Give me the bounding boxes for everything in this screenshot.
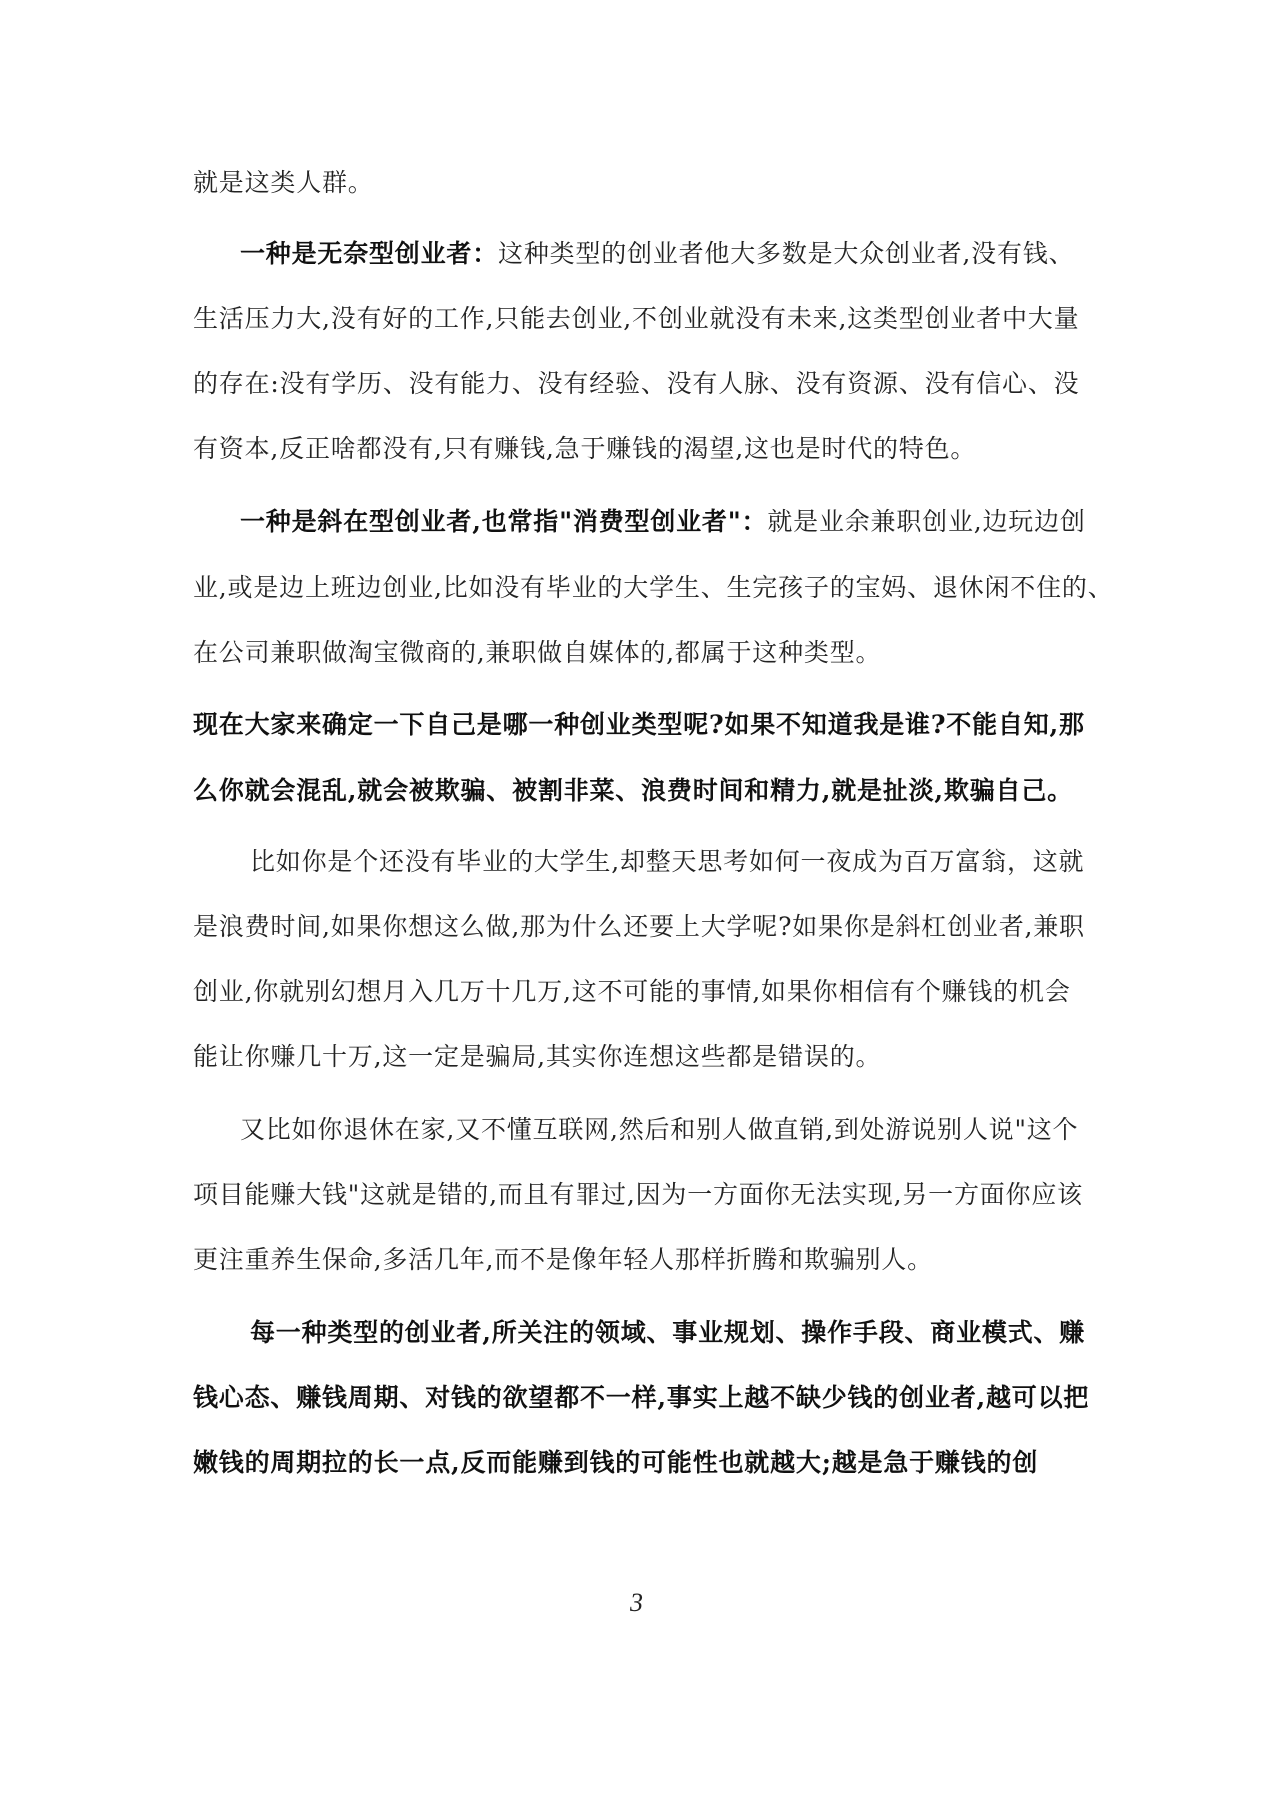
text-line: 在公司兼职做淘宝微商的,兼职做自媒体的,都属于这种类型。 (193, 638, 882, 667)
text-line (240, 507, 1086, 537)
paragraph-text: 这种类型的创业者他大多数是大众创业者,没有钱、 (498, 239, 1075, 268)
text-line: 业,或是边上班边创业,比如没有毕业的大学生、生完孩子的宝妈、退休闲不住的、 (193, 573, 1114, 602)
paragraph-lead: 一种是斜在型创业者,也常指"消费型创业者"： (240, 507, 768, 536)
text-line: 比如你是个还没有毕业的大学生,却整天思考如何一夜成为百万富翁，这就 (250, 847, 1085, 876)
text-line: 就是这类人群。 (193, 168, 374, 197)
text-line: 更注重养生保命,多活几年,而不是像年轻人那样折腾和欺骗别人。 (193, 1245, 933, 1274)
text-line: 钱心态、赚钱周期、对钱的欲望都不一样,事实上越不缺少钱的创业者,越可以把 (193, 1383, 1090, 1412)
text-line: 有资本,反正啥都没有,只有赚钱,急于赚钱的渴望,这也是时代的特色。 (193, 434, 977, 463)
text-line: 的存在:没有学历、没有能力、没有经验、没有人脉、没有资源、没有信心、没 (193, 369, 1080, 398)
page-number: 3 (630, 1588, 643, 1617)
text-line: 能让你赚几十万,这一定是骗局,其实你连想这些都是错误的。 (193, 1042, 882, 1071)
text-line: 么你就会混乱,就会被欺骗、被割非菜、浪费时间和精力,就是扯淡,欺骗自己。 (193, 776, 1073, 805)
text-line: 又比如你退休在家,又不懂互联网,然后和别人做直销,到处游说别人说"这个 (240, 1115, 1079, 1144)
text-line: 现在大家来确定一下自己是哪一种创业类型呢?如果不知道我是谁?不能自知,那 (193, 710, 1085, 739)
text-line (240, 239, 1074, 269)
text-line: 创业,你就别幻想月入几万十几万,这不可能的事情,如果你相信有个赚钱的机会 (193, 977, 1071, 1006)
text-line: 项目能赚大钱"这就是错的,而且有罪过,因为一方面你无法实现,另一方面你应该 (193, 1180, 1083, 1209)
paragraph-lead: 一种是无奈型创业者： (240, 239, 499, 268)
text-line: 嫩钱的周期拉的长一点,反而能赚到钱的可能性也就越大;越是急于赚钱的创 (193, 1448, 1039, 1477)
text-line: 是浪费时间,如果你想这么做,那为什么还要上大学呢?如果你是斜杠创业者,兼职 (193, 912, 1085, 941)
paragraph-text: 就是业余兼职创业,边玩边创 (767, 507, 1086, 536)
text-line: 生活压力大,没有好的工作,只能去创业,不创业就没有未来,这类型创业者中大量 (193, 304, 1080, 333)
text-line: 每一种类型的创业者,所关注的领域、事业规划、操作手段、商业模式、赚 (250, 1318, 1086, 1347)
